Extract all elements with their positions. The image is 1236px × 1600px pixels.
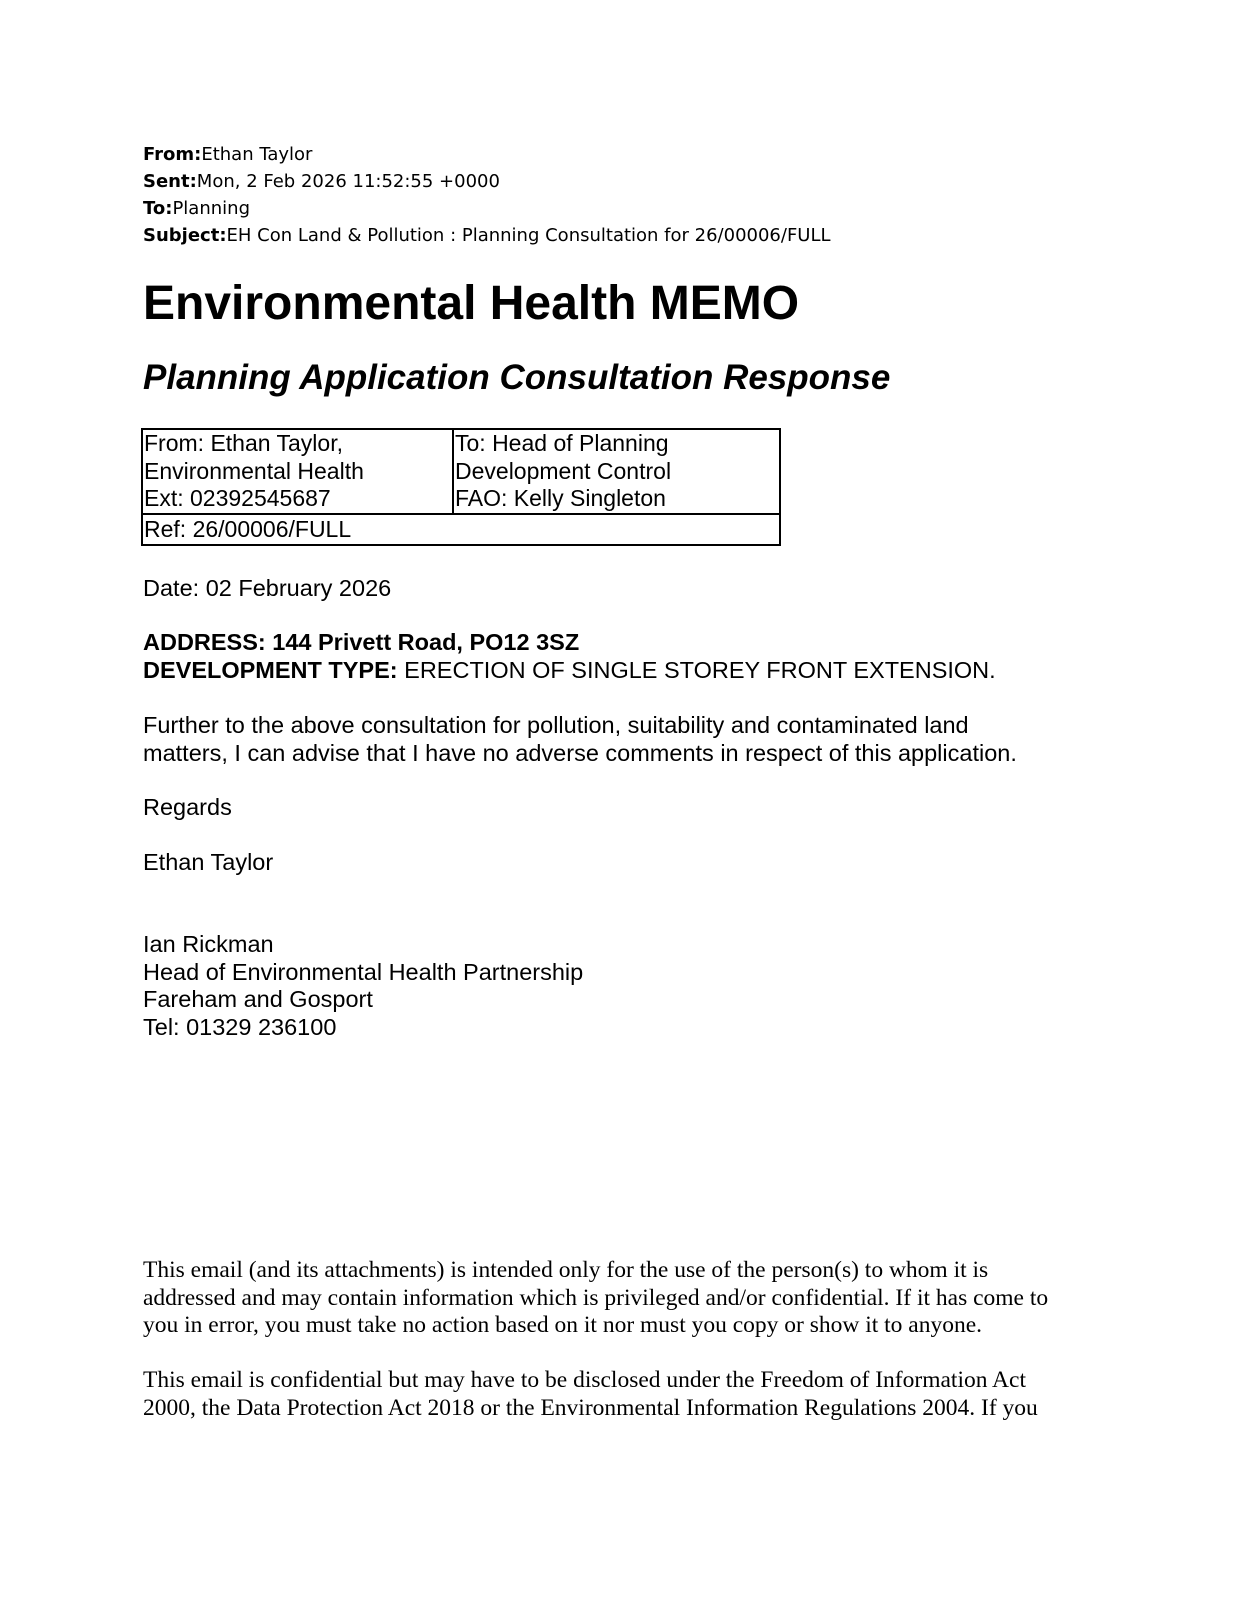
sent-value: Mon, 2 Feb 2026 11:52:55 +0000 (196, 171, 500, 192)
from-label: From: (143, 144, 202, 165)
memo-ref-cell: Ref: 26/00006/FULL (142, 514, 780, 545)
dev-type-label: DEVELOPMENT TYPE: (143, 657, 398, 683)
memo-dev-type (143, 657, 996, 685)
memo-date: Date: 02 February 2026 (143, 575, 392, 601)
disclaimer-para-2 (143, 1367, 1038, 1422)
body-line: matters, I can advise that I have no adverse comments in respect of this application. (143, 739, 1017, 766)
signature-block (143, 931, 583, 1041)
disclaimer-line: addressed and may contain information which is privileged and/or confidential. If it has come to (143, 1284, 1049, 1311)
memo-from-cell (142, 429, 453, 514)
memo-from-line: Ext: 02392545687 (144, 485, 331, 511)
from-value: Ethan Taylor (201, 144, 313, 165)
memo-address: ADDRESS: 144 Privett Road, PO12 3SZ (143, 629, 580, 655)
memo-from-line: Environmental Health (144, 457, 364, 484)
dev-type-value: ERECTION OF SINGLE STOREY FRONT EXTENSION. (397, 657, 996, 683)
disclaimer-line: 2000, the Data Protection Act 2018 or the Environmental Information Regulations 2004. If you (143, 1394, 1038, 1421)
signature-tel: Tel: 01329 236100 (143, 1013, 337, 1040)
signature-name: Ian Rickman (143, 931, 274, 957)
email-subject (143, 222, 831, 249)
signature-role: Head of Environmental Health Partnership (143, 958, 584, 985)
memo-to-line: Development Control (455, 457, 672, 484)
disclaimer-line: This email is confidential but may have to be disclosed under the Freedom of Information Act (143, 1367, 1026, 1393)
signature-org: Fareham and Gosport (143, 986, 373, 1012)
memo-to-line: To: Head of Planning (455, 430, 669, 456)
email-to (143, 195, 831, 222)
email-from (143, 141, 831, 168)
to-value: Planning (172, 198, 250, 219)
memo-title: Environmental Health MEMO (143, 277, 800, 330)
disclaimer-para-1 (143, 1257, 1048, 1340)
email-sent (143, 168, 831, 195)
memo-table-row (142, 429, 780, 514)
memo-from-line: From: Ethan Taylor, (144, 430, 343, 456)
to-label: To: (143, 198, 173, 219)
sent-label: Sent: (143, 171, 197, 192)
subject-value: EH Con Land & Pollution : Planning Consultation for 26/00006/FULL (226, 225, 831, 246)
body-line: Further to the above consultation for pollution, suitability and contaminated land (143, 712, 969, 738)
subject-label: Subject: (143, 225, 227, 246)
memo-table-row (142, 514, 780, 545)
memo-subtitle: Planning Application Consultation Response (143, 358, 891, 397)
memo-table (141, 428, 781, 546)
memo-to-line: FAO: Kelly Singleton (455, 485, 666, 511)
memo-signoff-name: Ethan Taylor (143, 849, 274, 875)
memo-body (143, 712, 1017, 767)
memo-to-cell (453, 429, 780, 514)
email-header (143, 141, 831, 249)
disclaimer-line: you in error, you must take no action based on it nor must you copy or show it to anyone. (143, 1312, 983, 1338)
disclaimer-line: This email (and its attachments) is intended only for the use of the person(s) to whom it is (143, 1257, 989, 1283)
memo-regards: Regards (143, 794, 232, 820)
